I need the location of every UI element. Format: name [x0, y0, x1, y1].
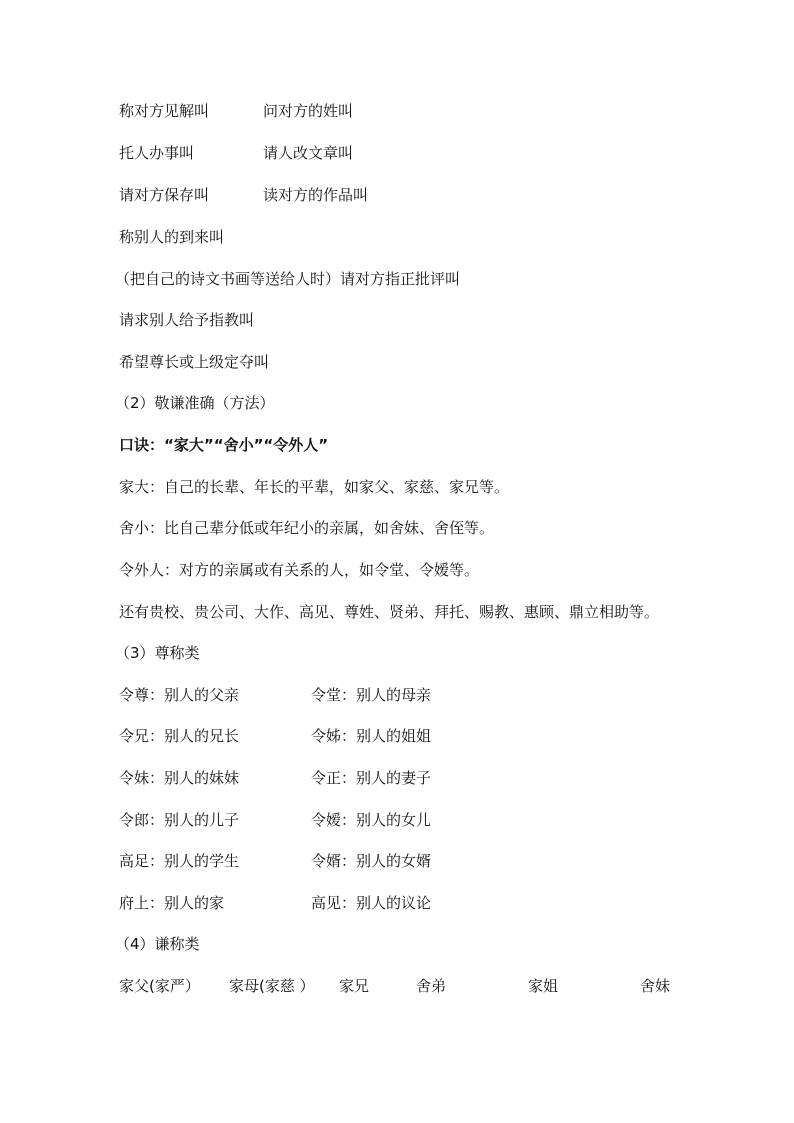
phrase-line: 请求别人给予指教叫: [119, 311, 255, 329]
humble-term: 舍弟: [416, 977, 447, 995]
honorific-left: 令尊：别人的父亲: [119, 686, 240, 704]
explanation-line: 舍小：比自己辈分低或年纪小的亲属，如舍妹、舍侄等。: [119, 519, 495, 537]
humble-term: 舍妹: [640, 977, 671, 995]
section-heading: （2）敬谦准确（方法）: [115, 394, 275, 412]
humble-term: 家母(家慈 ）: [229, 977, 315, 995]
honorific-right: 令姊：别人的姐姐: [311, 727, 432, 745]
honorific-right: 令婿：别人的女婿: [311, 852, 432, 870]
honorific-left: 令兄：别人的兄长: [119, 727, 240, 745]
phrase-left: 称对方见解叫: [119, 102, 210, 120]
phrase-right: 问对方的姓叫: [263, 102, 354, 120]
honorific-left: 高足：别人的学生: [119, 852, 240, 870]
phrase-line: 称别人的到来叫: [119, 228, 225, 246]
honorific-left: 府上：别人的家: [119, 894, 225, 912]
section-heading: （4）谦称类: [115, 935, 200, 953]
phrase-line: 希望尊长或上级定夺叫: [119, 353, 270, 371]
phrase-line: （把自己的诗文书画等送给人时）请对方指正批评叫: [115, 270, 461, 288]
humble-term: 家父(家严）: [119, 977, 200, 995]
phrase-right: 读对方的作品叫: [263, 186, 369, 204]
explanation-line: 还有贵校、贵公司、大作、高见、尊姓、贤弟、拜托、赐教、惠顾、鼎立相助等。: [119, 603, 660, 621]
honorific-left: 令妹：别人的妹妹: [119, 769, 240, 787]
section-heading: （3）尊称类: [115, 644, 200, 662]
explanation-line: 令外人：对方的亲属或有关系的人，如令堂、令嫒等。: [119, 561, 480, 579]
honorific-left: 令郎：别人的儿子: [119, 811, 240, 829]
explanation-line: 家大：自己的长辈、年长的平辈，如家父、家慈、家兄等。: [119, 478, 510, 496]
mnemonic-heading: 口诀：“家大”“舍小”“令外人”: [119, 436, 329, 454]
phrase-left: 请对方保存叫: [119, 186, 210, 204]
honorific-right: 令堂：别人的母亲: [311, 686, 432, 704]
honorific-right: 高见：别人的议论: [311, 894, 432, 912]
humble-term: 家兄: [339, 977, 370, 995]
phrase-right: 请人改文章叫: [263, 144, 354, 162]
honorific-right: 令正：别人的妻子: [311, 769, 432, 787]
phrase-left: 托人办事叫: [119, 144, 195, 162]
honorific-right: 令嫒：别人的女儿: [311, 811, 432, 829]
humble-term: 家姐: [528, 977, 559, 995]
